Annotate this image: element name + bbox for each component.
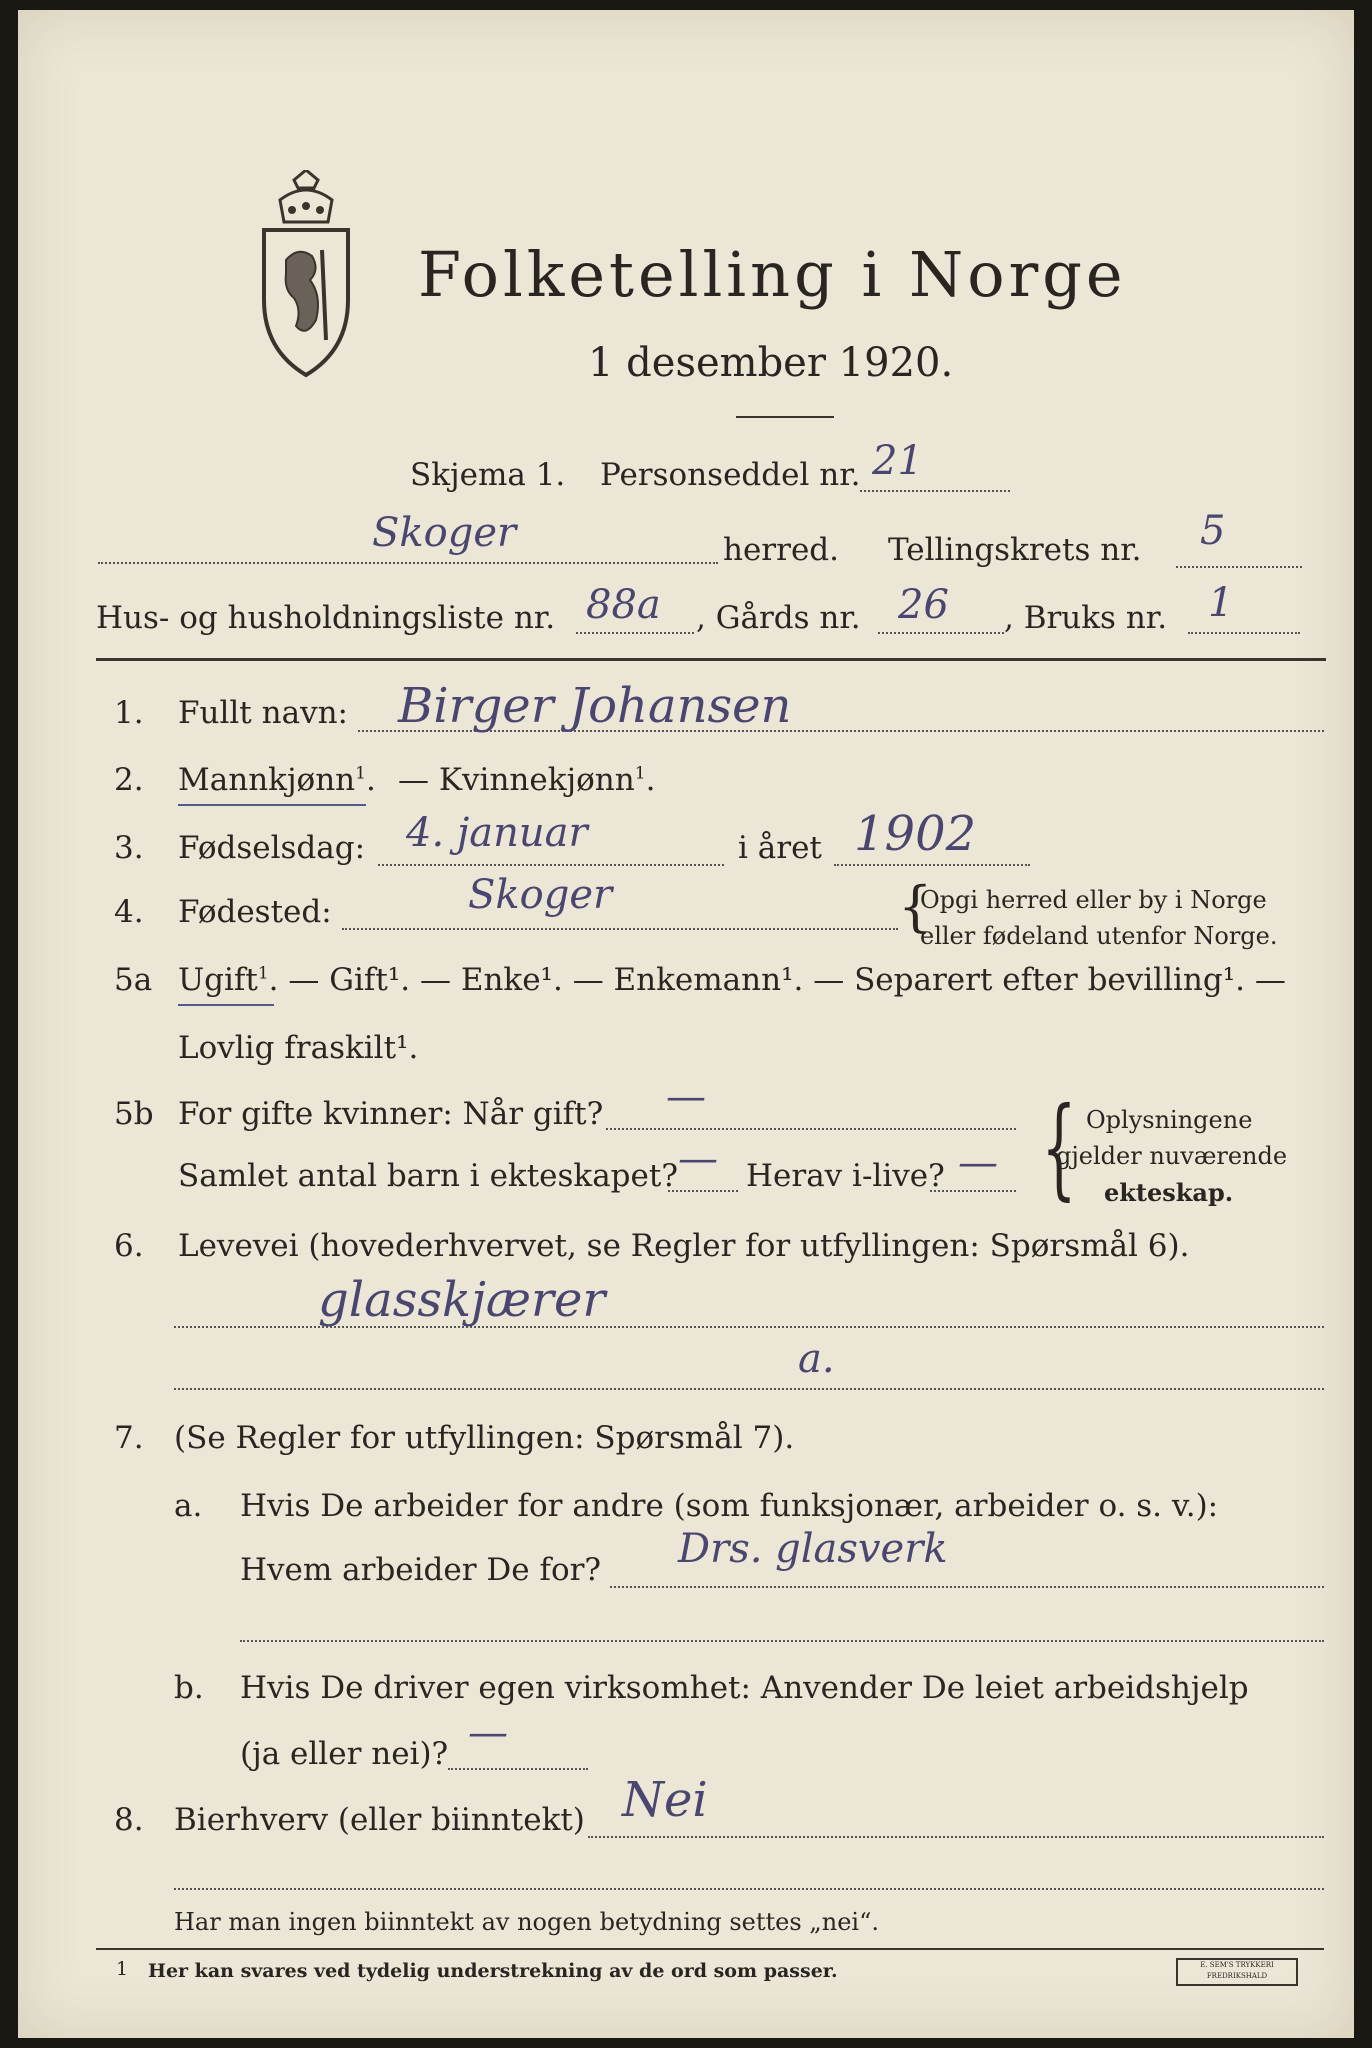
- husliste-line: [576, 632, 694, 634]
- q2-male-sup: 1: [355, 763, 366, 784]
- personseddel-line: [860, 490, 1010, 492]
- q1-number: 1.: [114, 695, 144, 731]
- personseddel-label: Personseddel nr.: [600, 457, 861, 493]
- printer-mark: E. SEM'S TRYKKERI FREDRIKSHALD: [1176, 1958, 1298, 1986]
- tellingskrets-value[interactable]: 5: [1200, 508, 1226, 554]
- q5a-ugift-underline: [178, 1004, 274, 1006]
- q4-note-line1: Opgi herred eller by i Norge: [920, 886, 1267, 914]
- q5b-alive-value[interactable]: —: [958, 1140, 998, 1186]
- q6-occupation[interactable]: glasskjærer: [318, 1272, 606, 1328]
- q8-line1: [588, 1836, 1324, 1838]
- q2-male-option[interactable]: [178, 762, 376, 798]
- form-title: Folketelling i Norge: [418, 238, 1127, 311]
- q5b-married-label: For gifte kvinner: Når gift?: [178, 1096, 604, 1132]
- bruks-label: , Bruks nr.: [1004, 600, 1168, 636]
- q4-birthplace[interactable]: Skoger: [468, 872, 613, 918]
- q7b-question: (ja eller nei)?: [240, 1736, 449, 1772]
- q4-label: Fødested:: [178, 894, 332, 930]
- q8-answer[interactable]: Nei: [622, 1772, 708, 1828]
- husliste-label: Hus- og husholdningsliste nr.: [96, 600, 556, 636]
- q6-line2: [174, 1388, 1324, 1390]
- q7a-employer[interactable]: Drs. glasverk: [678, 1526, 948, 1572]
- tellingskrets-label: Tellingskrets nr.: [888, 532, 1142, 568]
- q5b-alive-label: Herav i-live?: [746, 1158, 945, 1194]
- q5a-ugift-sup: 1: [257, 963, 269, 984]
- gards-label: , Gårds nr.: [696, 600, 861, 636]
- q5a-ugift-option[interactable]: [178, 962, 1286, 998]
- q4-brace: {: [898, 875, 933, 938]
- q3-birth-date[interactable]: 4. januar: [406, 810, 588, 856]
- husliste-value[interactable]: 88a: [586, 582, 661, 628]
- skjema-label: Skjema 1.: [410, 457, 566, 493]
- q1-label: Fullt navn:: [178, 695, 348, 731]
- q5b-brace: {: [1041, 1083, 1077, 1211]
- census-form-page: [18, 10, 1354, 2038]
- q8-number: 8.: [114, 1802, 144, 1838]
- footnote-rule: [96, 1948, 1324, 1950]
- footnote-text: Her kan svares ved tydelig understrekning av de ord som passer.: [148, 1960, 838, 1982]
- q3-year-label: i året: [738, 830, 822, 866]
- q3-year-line: [834, 864, 1030, 866]
- q5b-note-line3: ekteskap.: [1104, 1178, 1234, 1207]
- q3-birth-year[interactable]: 1902: [854, 806, 977, 862]
- header-rule: [96, 658, 1326, 661]
- herred-line: [98, 562, 718, 564]
- q2-number: 2.: [114, 762, 144, 798]
- q5b-children-value[interactable]: —: [678, 1136, 718, 1182]
- q5b-children-label: Samlet antal barn i ekteskapet?: [178, 1158, 678, 1194]
- herred-label: herred.: [723, 532, 839, 568]
- q4-number: 4.: [114, 894, 144, 930]
- q2-male-underline: [178, 804, 366, 806]
- q5b-number: 5b: [114, 1096, 154, 1132]
- q2-female-sup: 1: [634, 763, 646, 784]
- q5b-married-line: [606, 1128, 1016, 1130]
- q2-female-label: — Kvinnekjønn: [398, 762, 635, 798]
- coat-of-arms-icon: [256, 170, 356, 380]
- q7b-line: [448, 1768, 588, 1770]
- q6-occupation-note[interactable]: a.: [798, 1336, 835, 1382]
- q7-label: (Se Regler for utfyllingen: Spørsmål 7).: [174, 1420, 795, 1456]
- q5a-other-options: . — Gift¹. — Enke¹. — Enkemann¹. — Separert efter bevilling¹. —: [268, 962, 1286, 998]
- q3-label: Fødselsdag:: [178, 830, 366, 866]
- tellingskrets-line: [1176, 566, 1302, 568]
- q5a-number: 5a: [114, 962, 153, 998]
- q3-day-line: [378, 864, 724, 866]
- q6-number: 6.: [114, 1228, 144, 1264]
- q7a-question: Hvem arbeider De for?: [240, 1552, 602, 1588]
- census-date: 1 desember 1920.: [588, 340, 954, 386]
- q5a-ugift-label: Ugift: [178, 962, 258, 998]
- q2-male-label: Mannkjønn: [178, 762, 356, 798]
- q1-full-name[interactable]: Birger Johansen: [398, 678, 792, 734]
- gards-value[interactable]: 26: [898, 582, 949, 628]
- q8-label: Bierhverv (eller biinntekt): [174, 1802, 585, 1838]
- q7-number: 7.: [114, 1420, 144, 1456]
- q7a-letter: a.: [174, 1488, 203, 1524]
- q7b-letter: b.: [174, 1670, 204, 1706]
- q7a-line2: [240, 1640, 1324, 1642]
- q5a-line2: Lovlig fraskilt¹.: [178, 1030, 419, 1066]
- bruks-value[interactable]: 1: [1208, 580, 1234, 626]
- bruks-line: [1188, 632, 1300, 634]
- personseddel-value[interactable]: 21: [872, 438, 923, 484]
- q7a-line1: [610, 1586, 1324, 1588]
- title-divider: [736, 416, 834, 418]
- gards-line: [878, 632, 1004, 634]
- q6-label: Levevei (hovederhvervet, se Regler for utfyllingen: Spørsmål 6).: [178, 1228, 1190, 1264]
- q7b-label: Hvis De driver egen virksomhet: Anvender De leiet arbeidshjelp: [240, 1670, 1249, 1706]
- footnote-mark: 1: [116, 1958, 129, 1980]
- herred-value[interactable]: Skoger: [372, 510, 517, 556]
- q4-line: [342, 928, 898, 930]
- q2-male-dot: .: [366, 762, 376, 798]
- q7a-label: Hvis De arbeider for andre (som funksjonær, arbeider o. s. v.):: [240, 1488, 1219, 1524]
- q5b-note-line2: gjelder nuværende: [1056, 1142, 1288, 1170]
- q3-number: 3.: [114, 830, 144, 866]
- q7b-answer[interactable]: —: [468, 1710, 508, 1756]
- q5b-alive-line: [930, 1190, 1016, 1192]
- q5b-married-value[interactable]: —: [666, 1074, 706, 1120]
- q4-note-line2: eller fødeland utenfor Norge.: [920, 922, 1278, 950]
- q8-line2: [174, 1888, 1324, 1890]
- q2-female-dot: .: [645, 762, 656, 798]
- q8-note: Har man ingen biinntekt av nogen betydning settes „nei“.: [174, 1908, 879, 1936]
- q5b-note-line1: Oplysningene: [1086, 1106, 1253, 1134]
- q2-female-option[interactable]: [398, 762, 655, 798]
- q5b-children-line: [668, 1190, 738, 1192]
